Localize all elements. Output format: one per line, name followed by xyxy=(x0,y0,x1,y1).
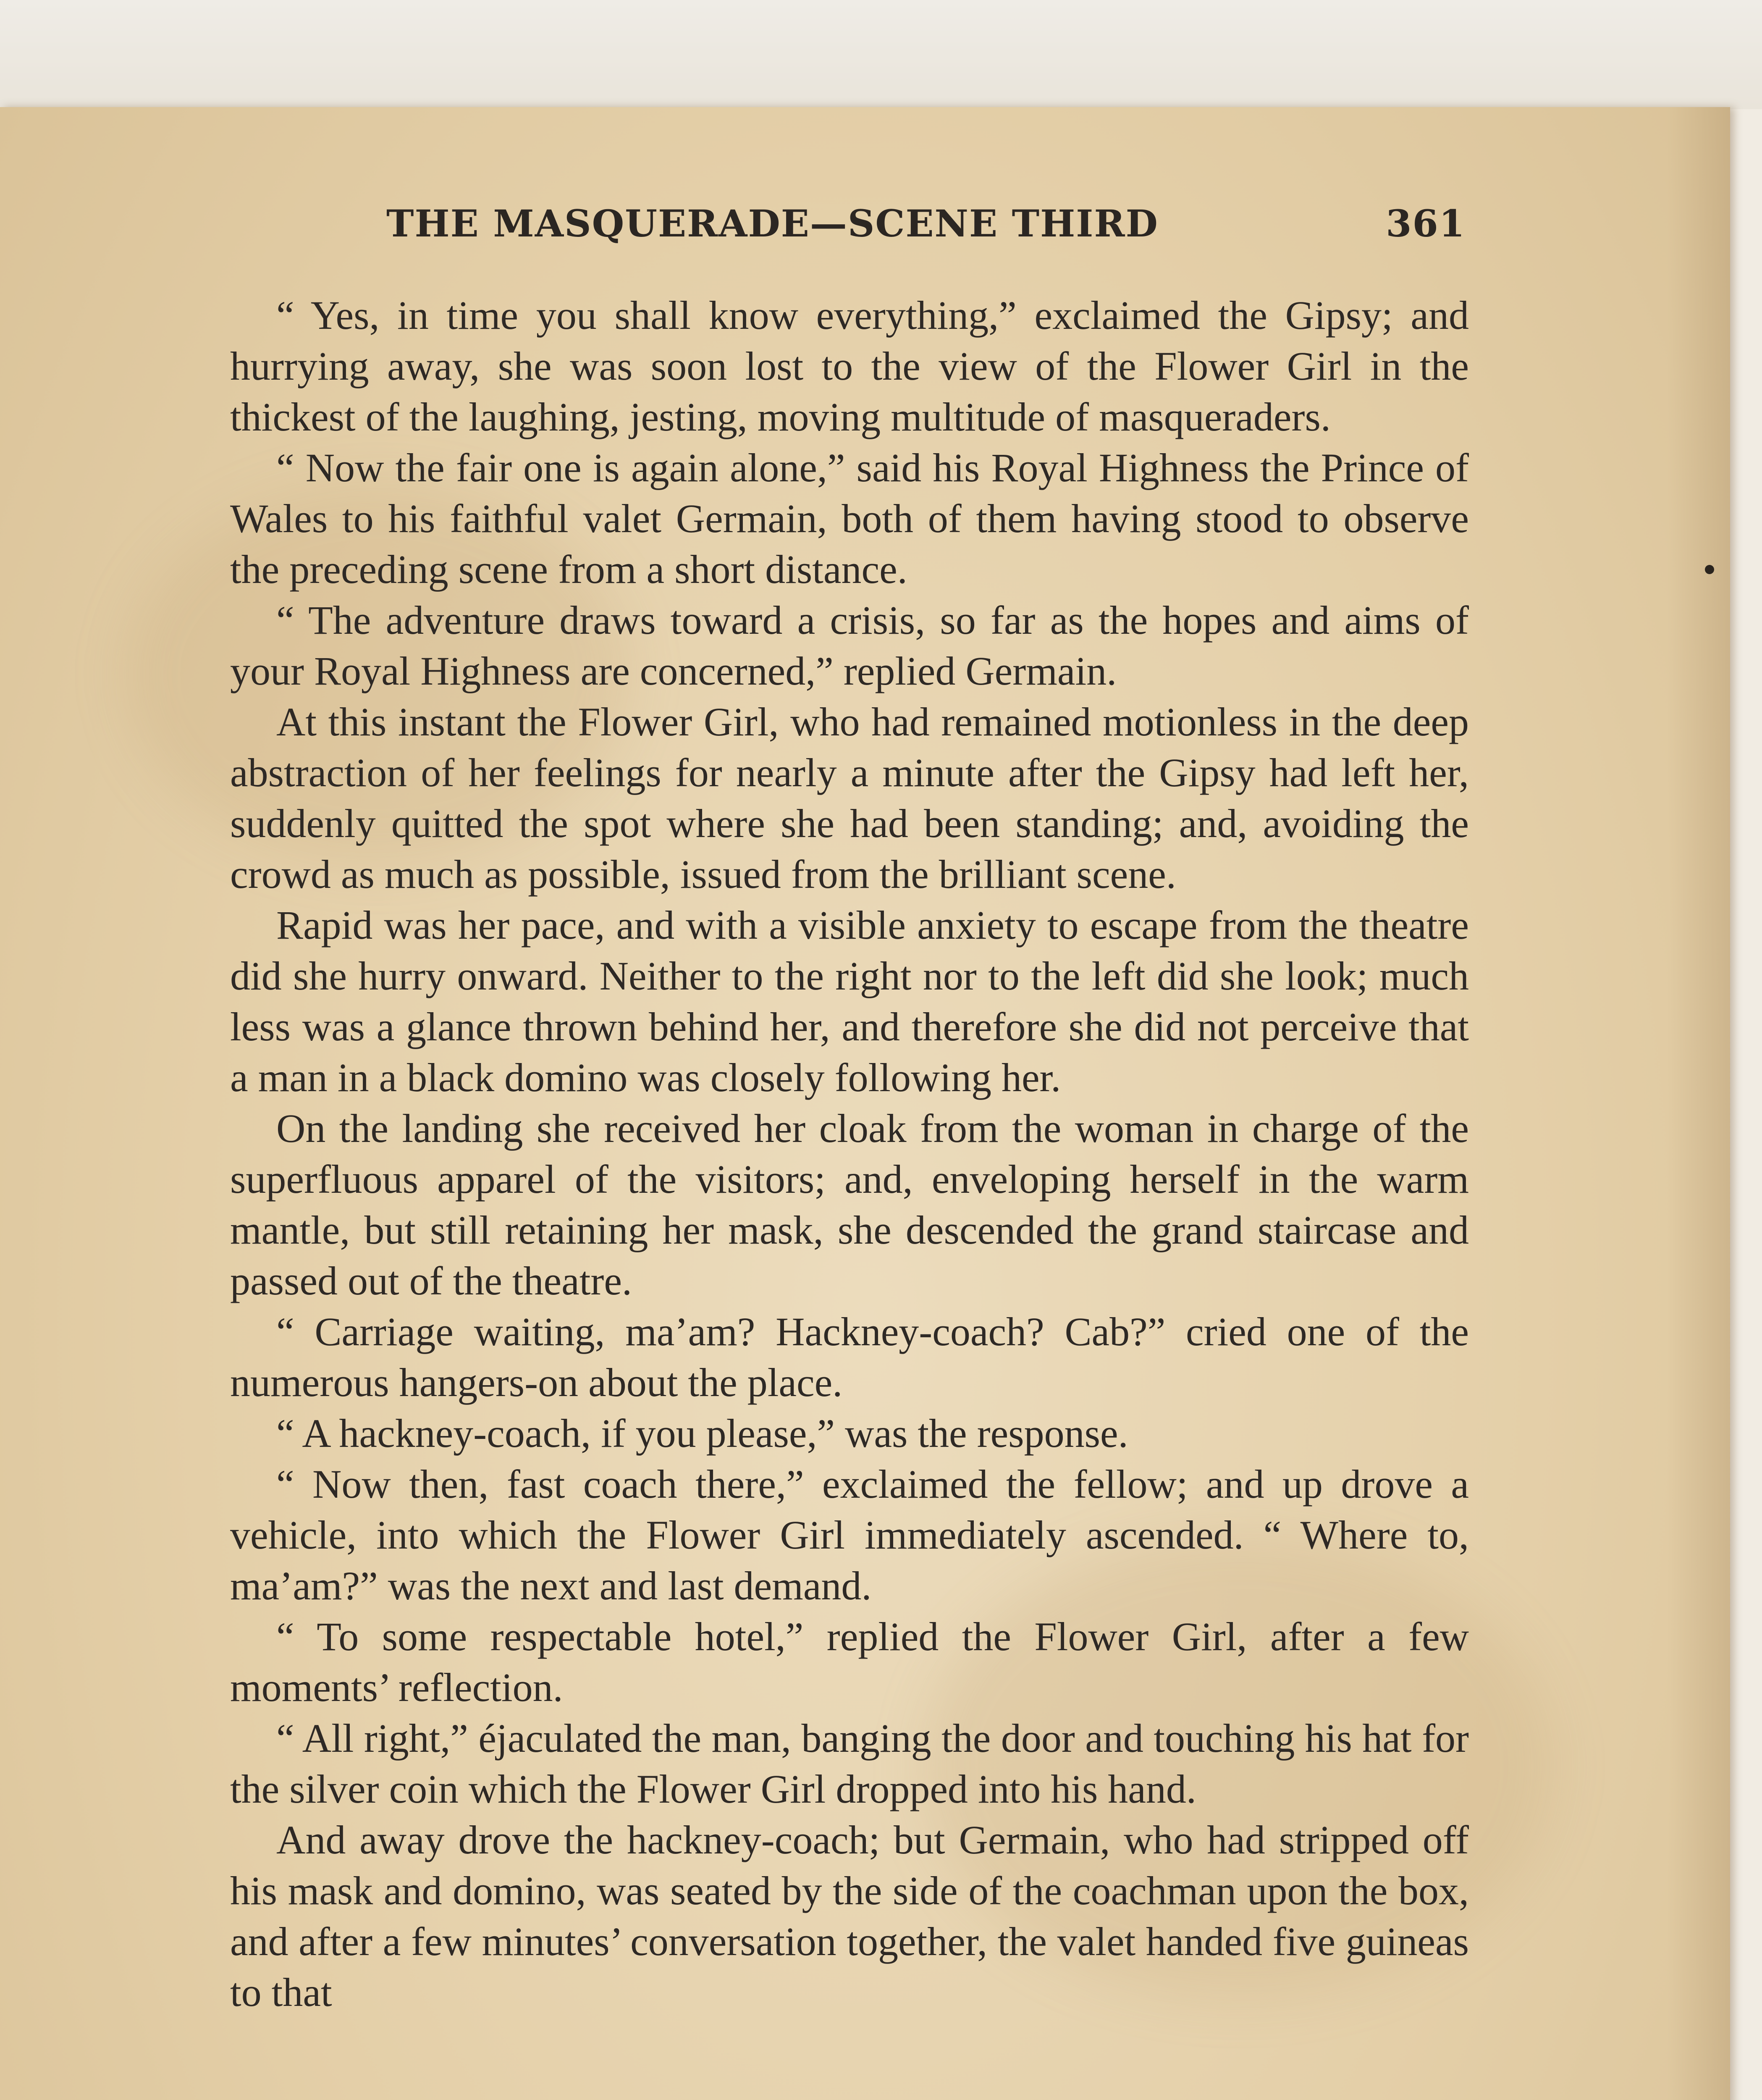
body-text xyxy=(230,290,1469,2100)
paragraph: “ Now the fair one is again alone,” said his Royal Highness the Prince of Wales to his faithful valet Germain, both of them having stood to observe the preceding scene from a short distance. xyxy=(230,445,1469,592)
running-head-title: THE MASQUERADE—SCENE THIRD xyxy=(386,202,1159,245)
paper-edge-shadow xyxy=(1667,107,1730,2100)
page-number: 361 xyxy=(1386,202,1466,245)
paragraph: “ Carriage waiting, ma’am? Hackney-coach? Cab?” cried one of the numerous hangers-on about the place. xyxy=(230,1309,1469,1405)
ink-dot xyxy=(1705,565,1714,574)
paragraph: “ Yes, in time you shall know everything,” exclaimed the Gipsy; and hurrying away, she was soon lost to the view of the Flower Girl in the thickest of the laughing, jesting, moving multitude of masqueraders. xyxy=(230,293,1469,439)
paragraph: On the landing she received her cloak from the woman in charge of the superfluous apparel of the visitors; and, enveloping herself in the warm mantle, but still retaining her mask, she descended the grand staircase and passed out of the theatre. xyxy=(230,1106,1469,1303)
board-top-strip xyxy=(0,0,1762,109)
paragraph: “ Now then, fast coach there,” exclaimed the fellow; and up drove a vehicle, into which the Flower Girl immediately ascended. “ Where to, ma’am?” was the next and last demand. xyxy=(230,1462,1469,1608)
paragraph: “ The adventure draws toward a crisis, so far as the hopes and aims of your Royal Highness are concerned,” replied Germain. xyxy=(230,598,1469,693)
paragraph: And away drove the hackney-coach; but Germain, who had stripped off his mask and domino, was seated by the side of the coachman upon the box, and after a few minutes’ conversation together, the valet handed five guineas to that xyxy=(230,1817,1469,2015)
paragraph: At this instant the Flower Girl, who had remained motionless in the deep abstraction of her feelings for nearly a minute after the Gipsy had left her, suddenly quitted the spot where she had been standing; and, avoiding the crowd as much as possible, issued from the brilliant scene. xyxy=(230,699,1469,897)
paragraph: “ All right,” éjaculated the man, banging the door and touching his hat for the silver coin which the Flower Girl dropped into his hand. xyxy=(230,1716,1469,1811)
running-header xyxy=(386,202,1466,252)
paragraph: Rapid was her pace, and with a visible anxiety to escape from the theatre did she hurry onward. Neither to the right nor to the left did she look; much less was a glance thrown behind her, and therefore she did not perceive that a man in a black domino was closely following her. xyxy=(230,903,1469,1100)
paragraph: “ To some respectable hotel,” replied the Flower Girl, after a few moments’ reflection. xyxy=(230,1614,1469,1710)
paragraph: “ A hackney-coach, if you please,” was the response. xyxy=(276,1411,1128,1456)
